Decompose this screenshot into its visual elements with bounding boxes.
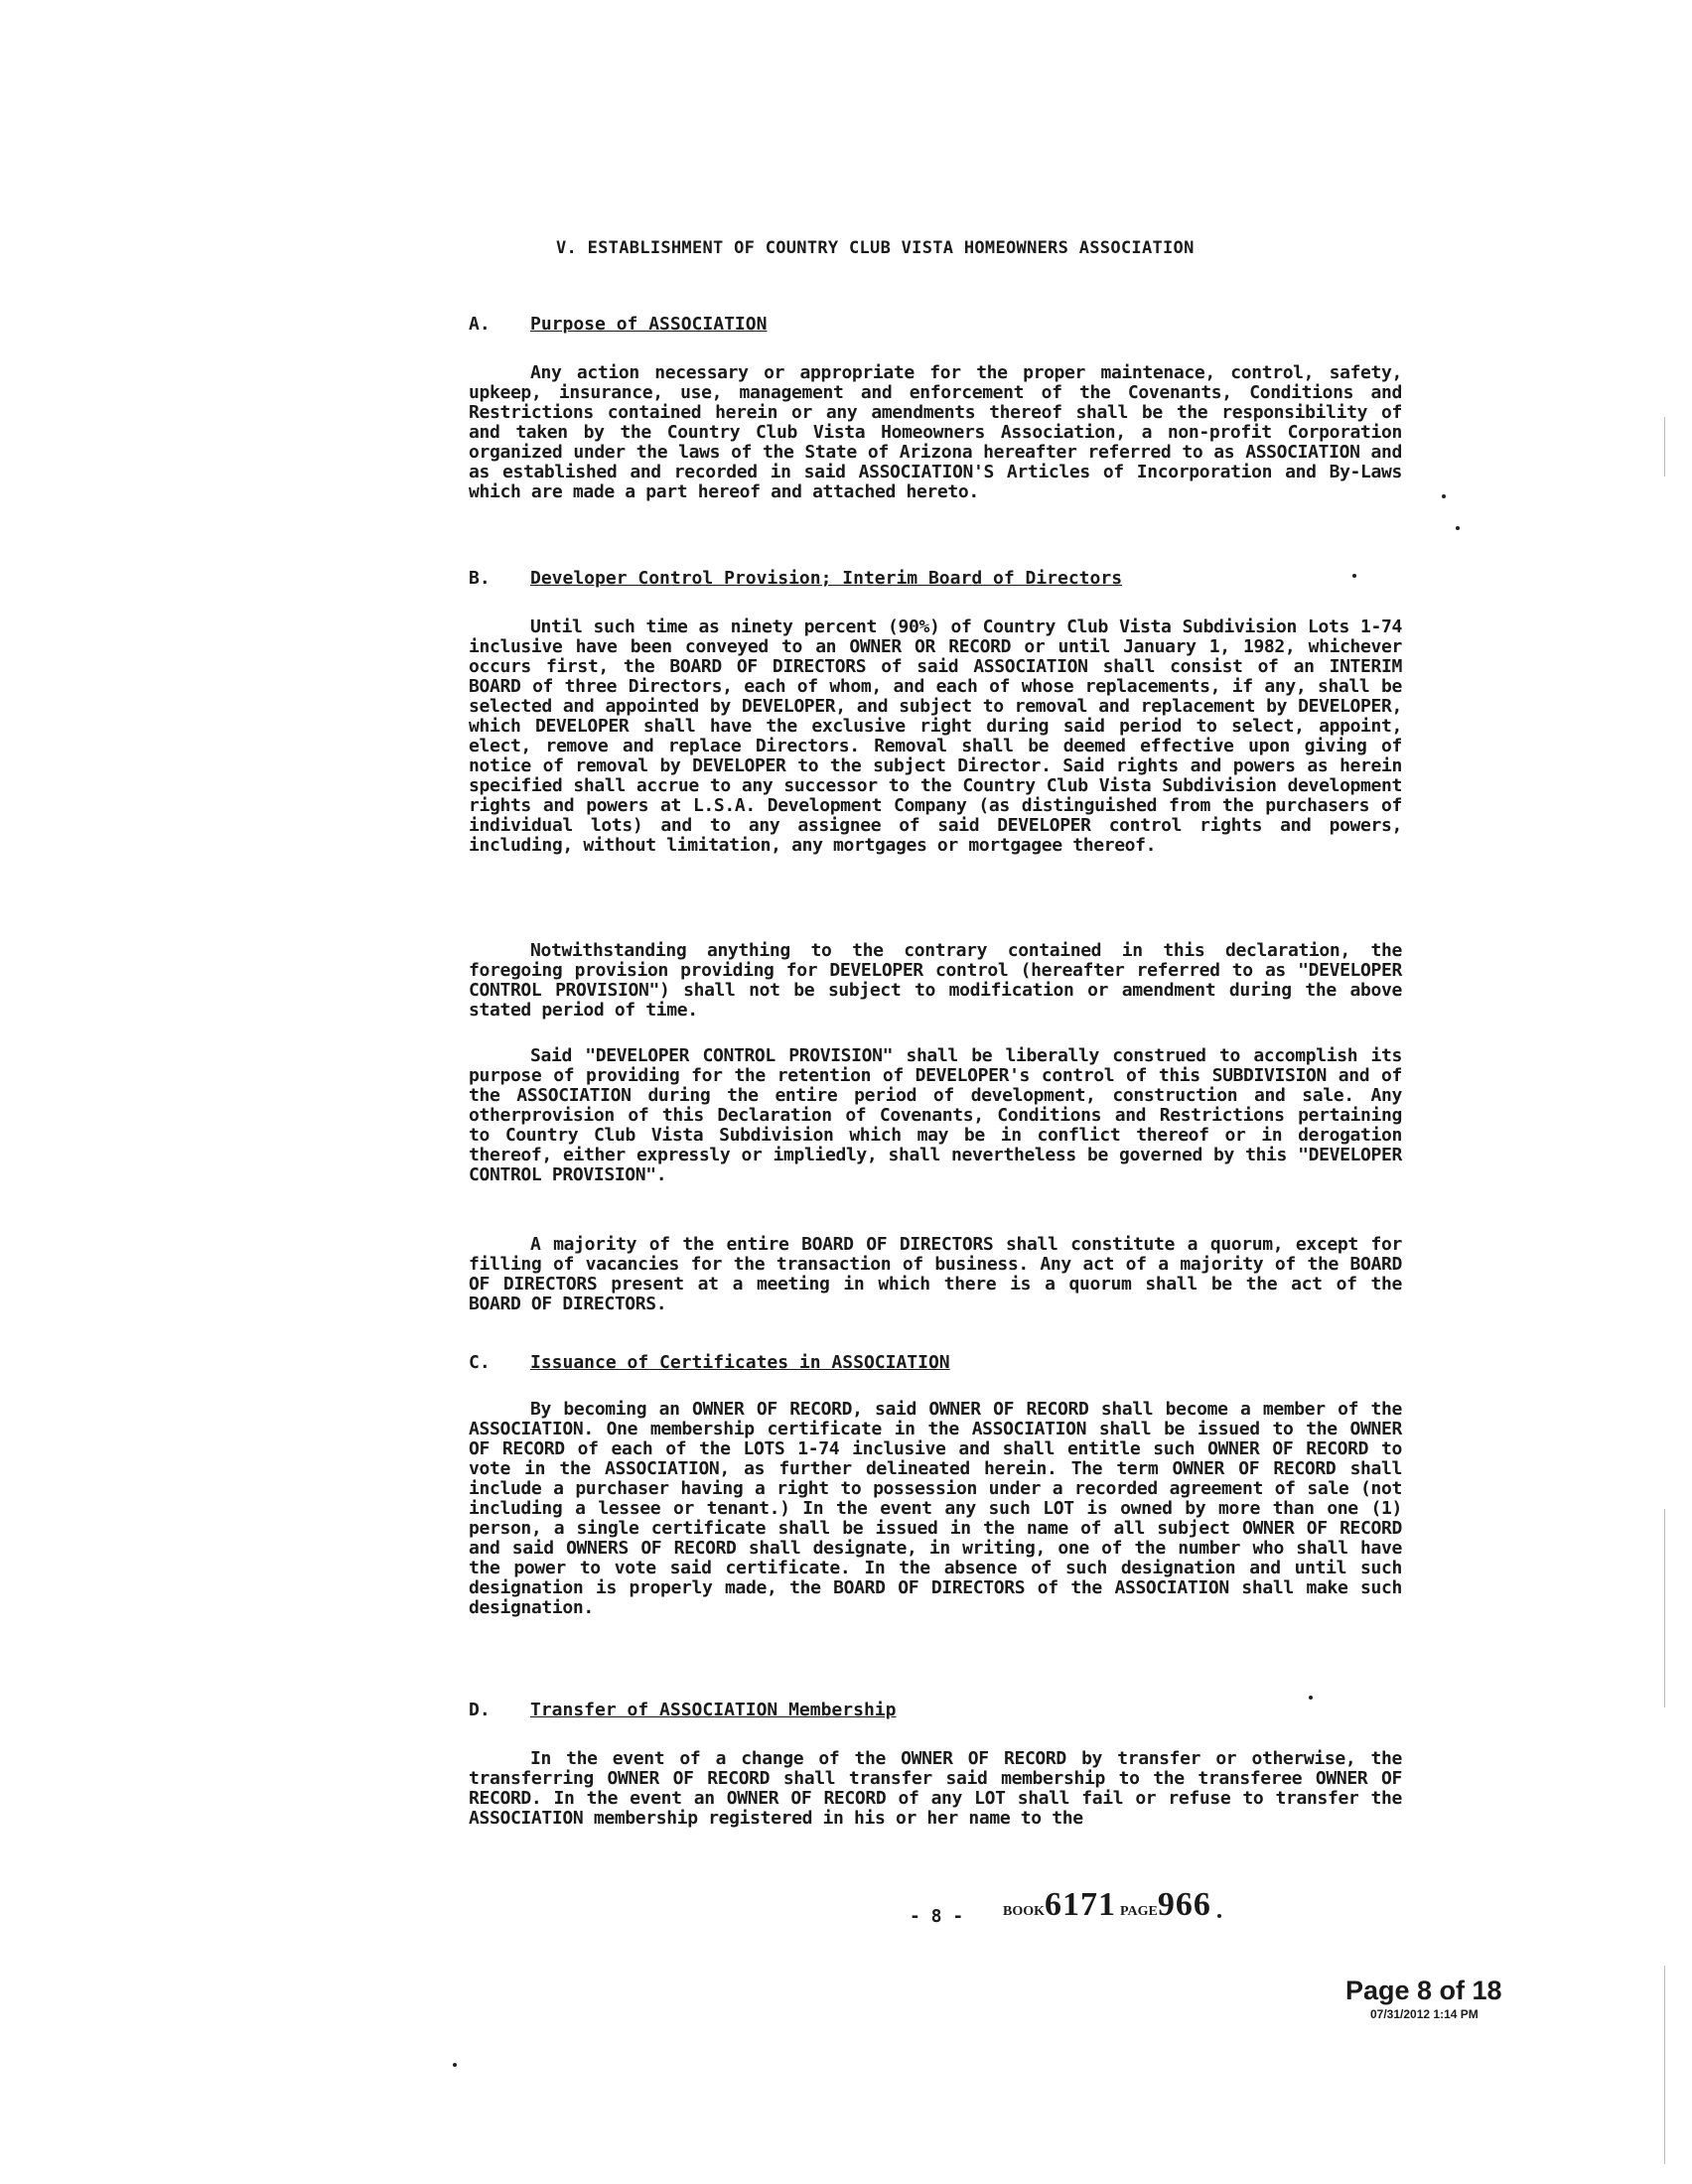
scan-speck — [1217, 1914, 1221, 1918]
section-d-heading — [469, 1700, 896, 1720]
scan-edge-line — [1664, 1509, 1665, 1707]
section-b-paragraph-2: Notwithstanding anything to the contrary contained in this declaration, the foregoing provision providing for DEVELOPER control (hereafter referred to as "DEVELOPER CONTROL PROVISION") shall not be subject to modification or amendment during the above stated period of time. — [469, 940, 1402, 1021]
page-number: - 8 - — [910, 1906, 964, 1927]
section-a-heading — [469, 314, 767, 335]
section-b-paragraph-1: Until such time as ninety percent (90%) of Country Club Vista Subdivision Lots 1-74 inclusive have been conveyed to an OWNER OR RECORD or until January 1, 1982, whichever occurs first, the BOARD OF DIRECTORS of said ASSOCIATION shall consist of an INTERIM BOARD of three Directors, each of whom, and each of whose replacements, if any, shall be selected and appointed by DEVELOPER, and subject to removal and replacement by DEVELOPER, which DEVELOPER shall have the exclusive right during said period to select, appoint, elect, remove and replace Directors. Removal shall be deemed effective upon giving of notice of removal by DEVELOPER to the subject Director. Said rights and powers as herein specified shall accrue to any successor to the Country Club Vista Subdivision development rights and powers at L.S.A. Development Company (as distinguished from the purchasers of individual lots) and to any assignee of said DEVELOPER control rights and powers, including, without limitation, any mortgages or mortgagee thereof. — [469, 616, 1402, 856]
section-b-paragraph-4: A majority of the entire BOARD OF DIRECTORS shall constitute a quorum, except for filling of vacancies for the transaction of business. Any act of a majority of the BOARD OF DIRECTORS present at a meeting in which there is a quorum shall be the act of the BOARD OF DIRECTORS. — [469, 1234, 1402, 1314]
scan-edge-line — [1664, 1966, 1665, 2164]
recording-reference — [1003, 1886, 1211, 1924]
page-of-stamp: Page 8 of 18 — [1345, 1976, 1502, 2005]
section-title: Purpose of ASSOCIATION — [530, 314, 768, 335]
page-reference: 966 — [1157, 1886, 1211, 1923]
section-a-paragraph-1: Any action necessary or appropriate for the proper maintenace, control, safety, upkeep, insurance, use, management and enforcement of the Covenants, Conditions and Restrictions contained herein or any amendments thereof shall be the responsibility of and taken by the Country Club Vista Homeowners Association, a non-profit Corporation organized under the laws of the State of Arizona hereafter referred to as ASSOCIATION and as established and recorded in said ASSOCIATION'S Articles of Incorporation and By-Laws which are made a part hereof and attached hereto. — [469, 362, 1402, 502]
section-b-paragraph-3: Said "DEVELOPER CONTROL PROVISION" shall be liberally construed to accomplish its purpose of providing for the retention of DEVELOPER's control of this SUBDIVISION and of the ASSOCIATION during the entire period of development, construction and sale. Any otherprovision of this Declaration of Covenants, Conditions and Restrictions pertaining to Country Club Vista Subdivision which may be in conflict thereof or in derogation thereof, either expressly or impliedly, shall nevertheless be governed by this "DEVELOPER CONTROL PROVISION". — [469, 1045, 1402, 1185]
book-label: BOOK — [1003, 1904, 1046, 1919]
book-number: 6171 — [1045, 1886, 1117, 1923]
scan-speck — [1352, 574, 1356, 578]
section-title: Issuance of Certificates in ASSOCIATION — [530, 1352, 950, 1373]
timestamp-stamp: 07/31/2012 1:14 PM — [1370, 2007, 1479, 2021]
scan-edge-line — [1664, 417, 1665, 477]
section-letter: C. — [469, 1352, 491, 1373]
scan-speck — [453, 2063, 457, 2067]
section-letter: A. — [469, 314, 491, 335]
scan-speck — [1442, 494, 1446, 498]
section-letter: D. — [469, 1700, 491, 1720]
section-d-paragraph-1: In the event of a change of the OWNER OF RECORD by transfer or otherwise, the transferring OWNER OF RECORD shall transfer said membership to the transferee OWNER OF RECORD. In the event an OWNER OF RECORD of any LOT shall fail or refuse to transfer the ASSOCIATION membership registered in his or her name to the — [469, 1748, 1402, 1829]
document-title: V. ESTABLISHMENT OF COUNTRY CLUB VISTA HOMEOWNERS ASSOCIATION — [556, 238, 1195, 258]
scan-speck — [1309, 1696, 1313, 1700]
scan-speck — [1456, 526, 1460, 530]
section-b-heading — [469, 568, 1122, 589]
page-label: PAGE — [1120, 1904, 1158, 1919]
section-letter: B. — [469, 568, 491, 589]
section-c-paragraph-1: By becoming an OWNER OF RECORD, said OWNER OF RECORD shall become a member of the ASSOCIATION. One membership certificate in the ASSOCIATION shall be issued to the OWNER OF RECORD of each of the LOTS 1-74 inclusive and shall entitle such OWNER OF RECORD to vote in the ASSOCIATION, as further delineated herein. The term OWNER OF RECORD shall include a purchaser having a right to possession under a recorded agreement of sale (not including a lessee or tenant.) In the event any such LOT is owned by more than one (1) person, a single certificate shall be issued in the name of all subject OWNER OF RECORD and said OWNERS OF RECORD shall designate, in writing, one of the number who shall have the power to vote said certificate. In the absence of such designation and until such designation is properly made, the BOARD OF DIRECTORS of the ASSOCIATION shall make such designation. — [469, 1399, 1402, 1618]
section-title: Developer Control Provision; Interim Board of Directors — [530, 568, 1123, 589]
section-title: Transfer of ASSOCIATION Membership — [530, 1700, 897, 1720]
section-c-heading — [469, 1352, 950, 1373]
